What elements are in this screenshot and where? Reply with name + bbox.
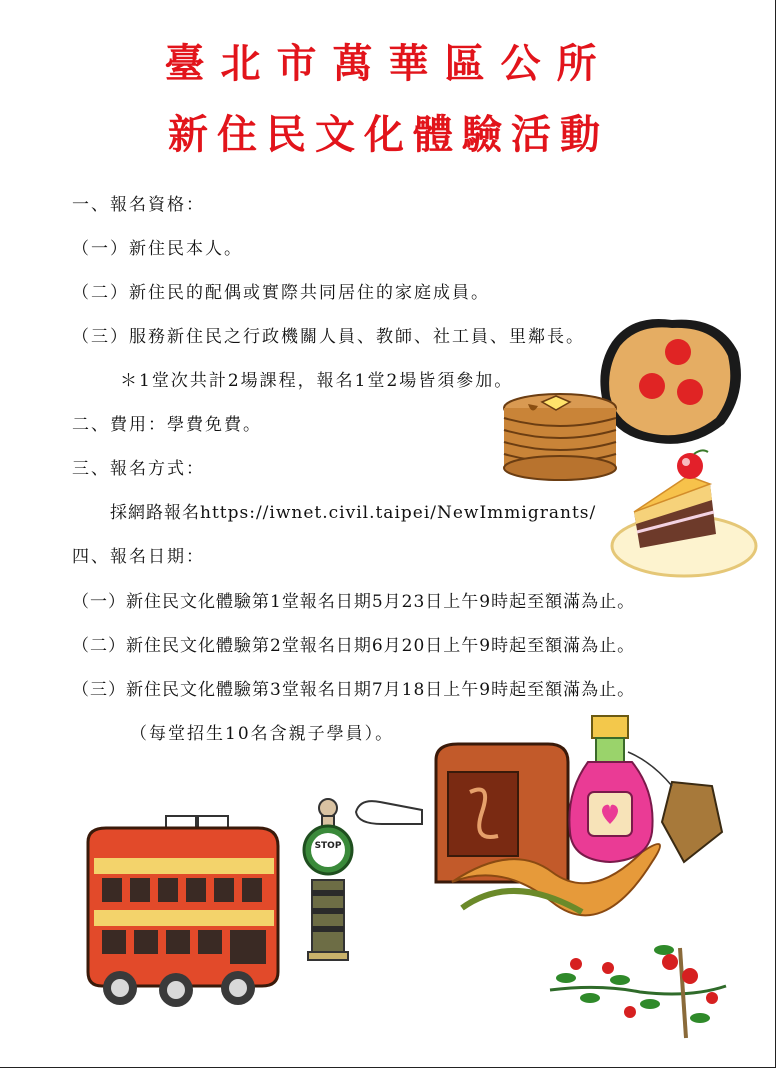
dates-note: （每堂招生10名含親子學員）。 (130, 724, 395, 744)
bus-stop-label: STOP (314, 841, 342, 851)
dates-session-2: （二）新住民文化體驗第2堂報名日期6月20日上午9時起至額滿為止。 (72, 636, 636, 656)
flower-illustration (540, 928, 730, 1040)
eligibility-heading: 一、報名資格： (72, 195, 205, 215)
event-title: 新住民文化體驗活動 (168, 111, 609, 158)
method-detail: 採網路報名https://iwnet.civil.taipei/NewImmigrants/ (110, 503, 597, 523)
office-title: 臺北市萬華區公所 (164, 40, 613, 87)
dates-session-1: （一）新住民文化體驗第1堂報名日期5月23日上午9時起至額滿為止。 (72, 592, 636, 612)
eligibility-item-3: （三）服務新住民之行政機關人員、教師、社工員、里鄰長。 (72, 327, 585, 347)
fee-line: 二、費用：學費免費。 (72, 415, 262, 435)
dates-heading: 四、報名日期： (72, 547, 205, 567)
bus-stop-sign-illustration (296, 796, 360, 966)
cake-slice-illustration (604, 448, 760, 580)
ginseng-bottle-illustration (352, 712, 732, 940)
eligibility-item-2: （二）新住民的配偶或實際共同居住的家庭成員。 (72, 283, 490, 303)
double-decker-bus-illustration (78, 812, 300, 1012)
eligibility-note: ＊1堂次共計2場課程，報名1堂2場皆須參加。 (120, 371, 514, 391)
eligibility-item-1: （一）新住民本人。 (72, 239, 243, 259)
method-heading: 三、報名方式： (72, 459, 205, 479)
dates-session-3: （三）新住民文化體驗第3堂報名日期7月18日上午9時起至額滿為止。 (72, 680, 636, 700)
